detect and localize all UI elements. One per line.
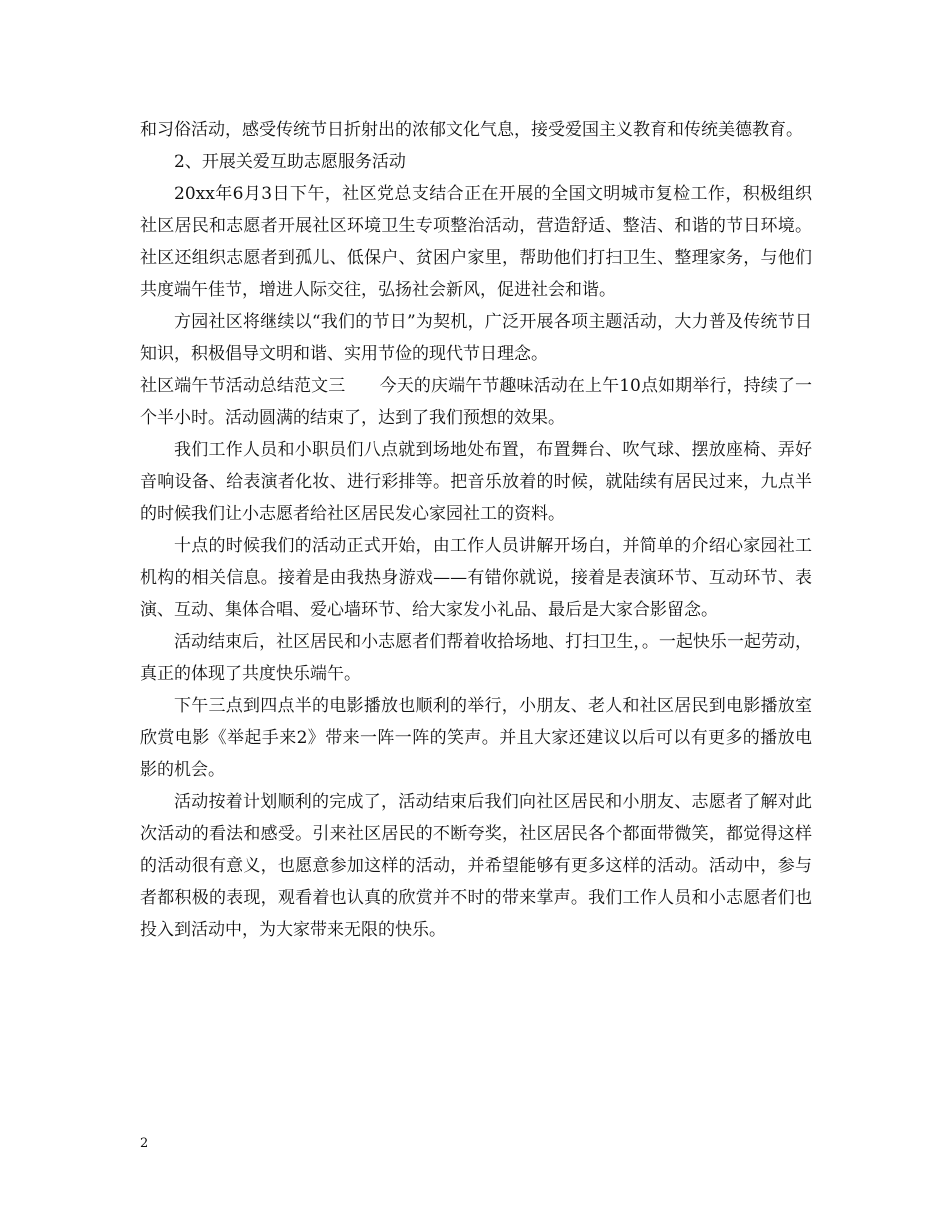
paragraph-5: 社区端午节活动总结范文三 今天的庆端午节趣味活动在上午10点如期举行，持续了一个半小时。活动圆满的结束了，达到了我们预想的效果。 [140, 376, 812, 428]
paragraph-4: 方园社区将继续以“我们的节日”为契机，广泛开展各项主题活动，大力普及传统节日知识，积极倡导文明和谐、实用节俭的现代节日理念。 [140, 312, 812, 364]
paragraph-2-heading: 2、开展关爱互助志愿服务活动 [174, 152, 406, 172]
paragraph-1: 和习俗活动，感受传统节日折射出的浓郁文化气息，接受爱国主义教育和传统美德教育。 [140, 120, 803, 140]
paragraph-6: 我们工作人员和小职员们八点就到场地处布置，布置舞台、吹气球、摆放座椅、弄好音响设备、给表演者化妆、进行彩排等。把音乐放着的时候，就陆续有居民过来，九点半的时候我们让小志愿者给社区居民发心家园社工的资料。 [140, 440, 812, 524]
paragraph-10: 活动按着计划顺利的完成了，活动结束后我们向社区居民和小朋友、志愿者了解对此次活动的看法和感受。引来社区居民的不断夸奖，社区居民各个都面带微笑，都觉得这样的活动很有意义，也愿意参加这样的活动，并希望能够有更多这样的活动。活动中，参与者都积极的表现，观看着也认真的欣赏并不时的带来掌声。我们工作人员和小志愿者们也投入到活动中，为大家带来无限的快乐。 [140, 792, 812, 940]
document-body [140, 114, 812, 946]
paragraph-9: 下午三点到四点半的电影播放也顺利的举行，小朋友、老人和社区居民到电影播放室欣赏电影《举起手来2》带来一阵一阵的笑声。并且大家还建议以后可以有更多的播放电影的机会。 [140, 696, 812, 780]
paragraph-8: 活动结束后，社区居民和小志愿者们帮着收拾场地、打扫卫生，。一起快乐一起劳动，真正的体现了共度快乐端午。 [140, 632, 812, 684]
paragraph-7: 十点的时候我们的活动正式开始，由工作人员讲解开场白，并简单的介绍心家园社工机构的相关信息。接着是由我热身游戏——有错你就说，接着是表演环节、互动环节、表演、互动、集体合唱、爱心墙环节、给大家发小礼品、最后是大家合影留念。 [140, 536, 812, 620]
page-number: 2 [140, 1136, 149, 1151]
paragraph-3: 20xx年6月3日下午，社区党总支结合正在开展的全国文明城市复检工作，积极组织社区居民和志愿者开展社区环境卫生专项整治活动，营造舒适、整洁、和谐的节日环境。社区还组织志愿者到孤儿、低保户、贫困户家里，帮助他们打扫卫生、整理家务，与他们共度端午佳节，增进人际交往，弘扬社会新风，促进社会和谐。 [140, 184, 812, 300]
